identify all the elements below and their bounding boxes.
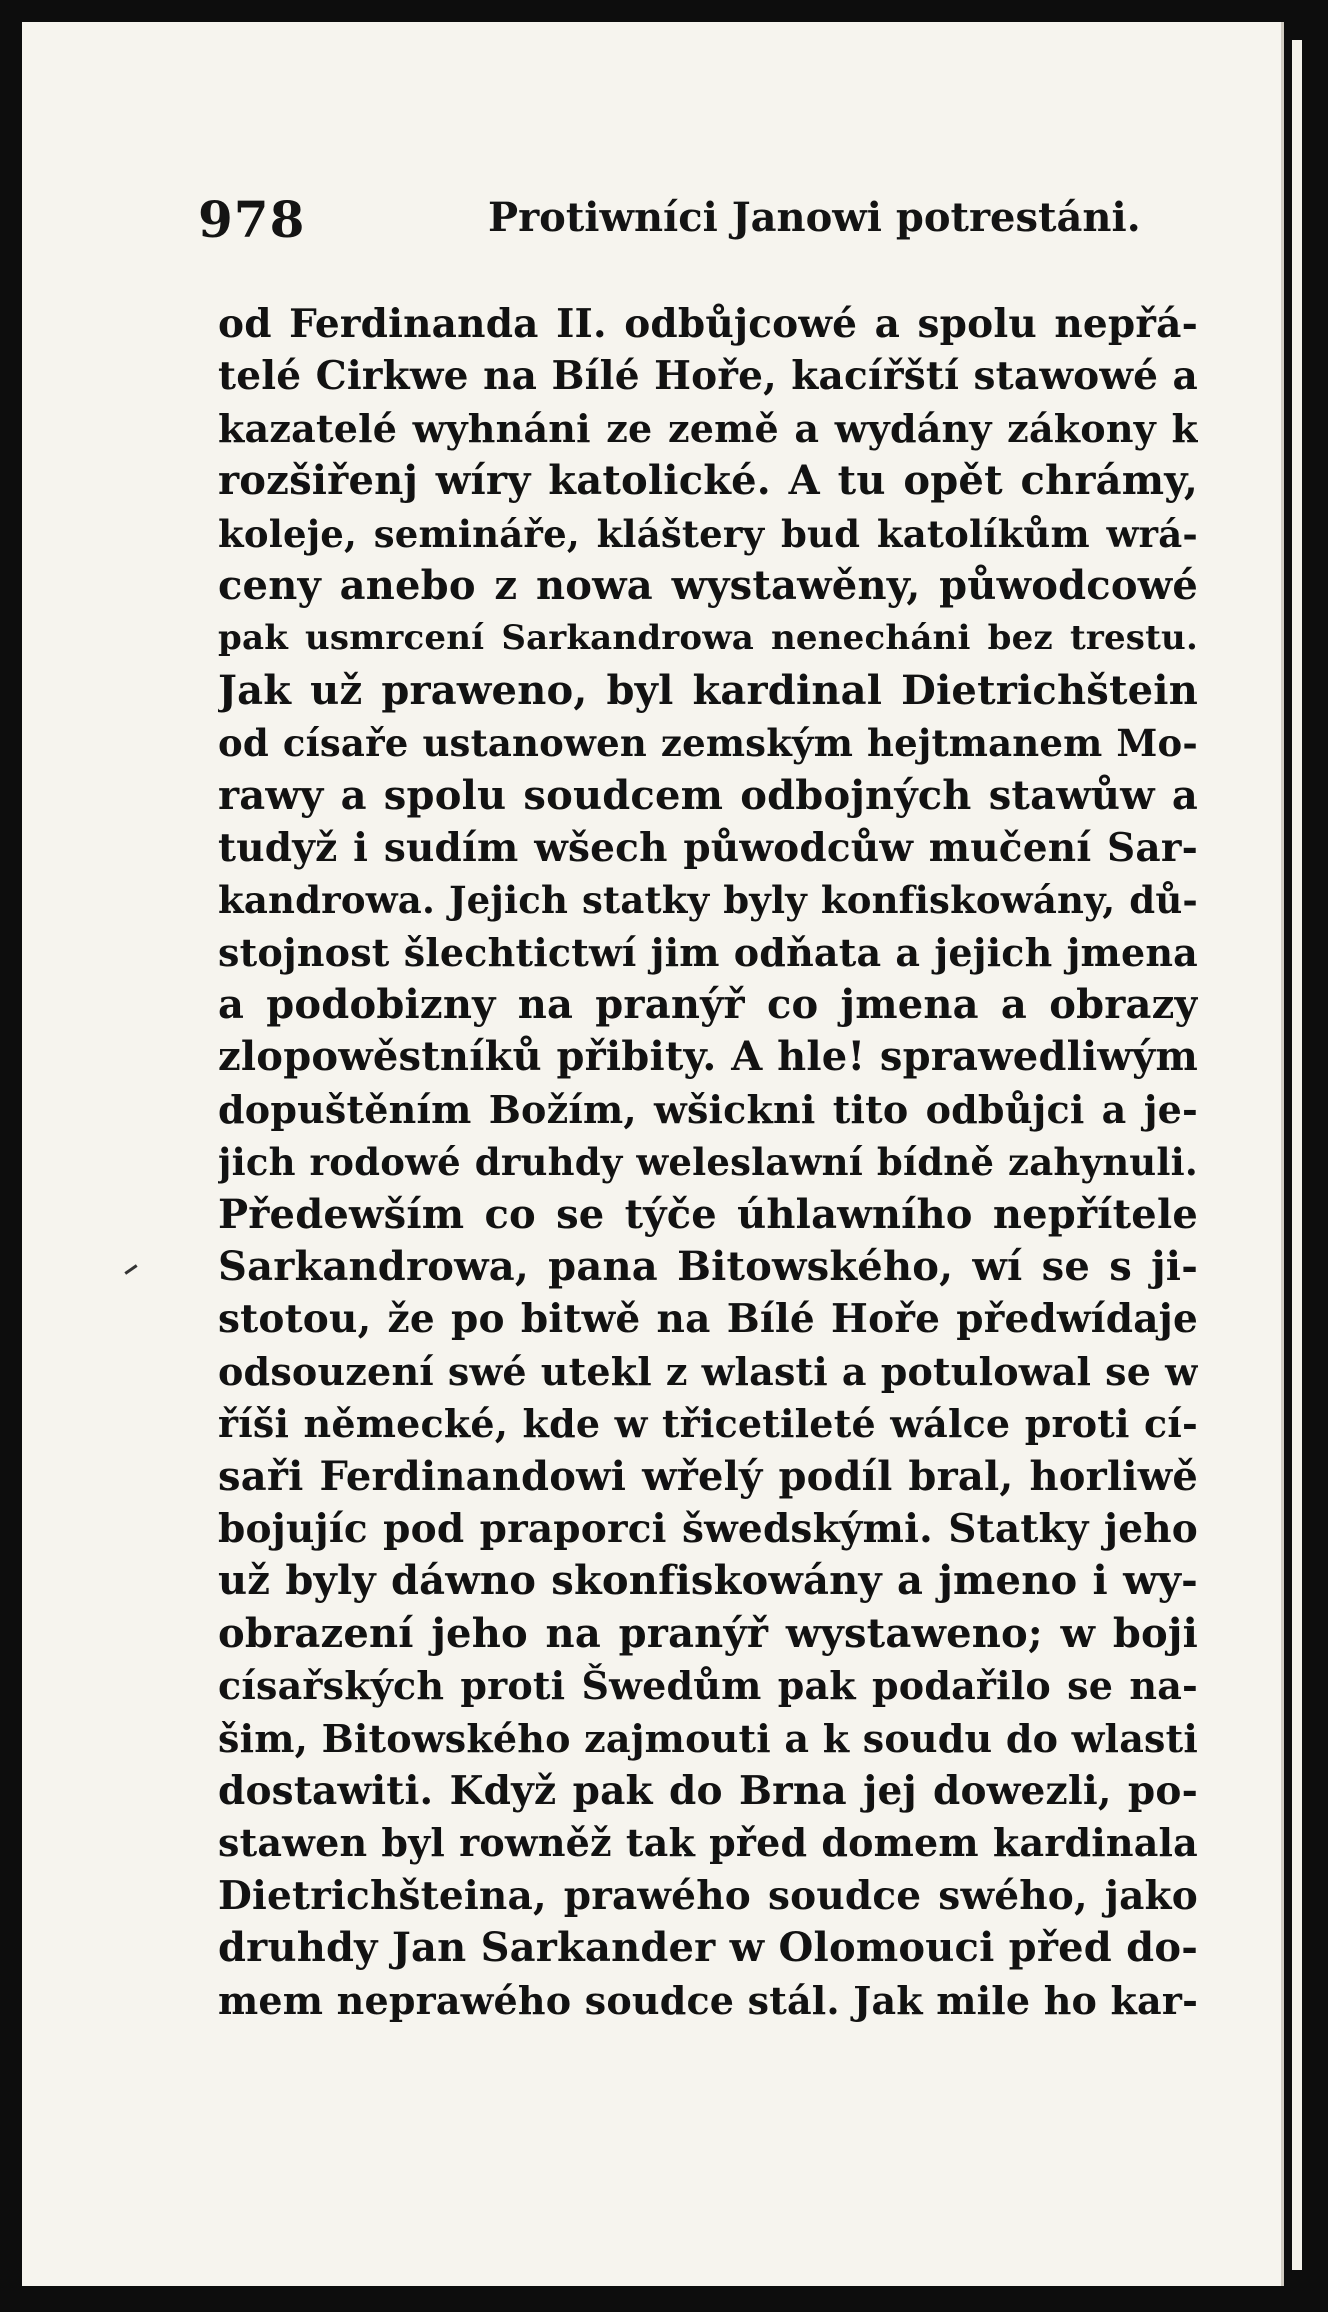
text-line: a podobizny na pranýř co jmena a obrazy: [218, 981, 1198, 1029]
text-line: Sarkandrowa, pana Bitowského, wí se s ji-: [218, 1243, 1198, 1291]
text-line: zlopowěstníků přibity. A hle! sprawedliwým: [218, 1033, 1198, 1081]
text-line: druhdy Jan Sarkander w Olomouci před do-: [218, 1924, 1198, 1972]
body-text: [218, 298, 1198, 2027]
page-number: 978: [198, 190, 306, 249]
text-line: od císaře ustanowen zemským hejtmanem Mo-: [218, 721, 1198, 766]
text-line: říši německé, kde w třicetileté wálce proti cí-: [218, 1401, 1198, 1447]
text-line: bojujíc pod praporci šwedskými. Statky jeho: [218, 1505, 1198, 1552]
text-line: kazatelé wyhnáni ze země a wydány zákony k: [218, 405, 1198, 451]
text-line: císařských proti Šwedům pak podařilo se na-: [218, 1663, 1198, 1709]
running-title: Protiwníci Janowi potrestáni.: [488, 194, 1141, 241]
text-line: už byly dáwno skonfiskowány a jmeno i wy-: [218, 1557, 1198, 1605]
text-line: stawen byl rowněž tak před domem kardinala: [218, 1820, 1198, 1866]
text-line: ceny anebo z nowa wystawěny, půwodcowé: [218, 561, 1198, 609]
text-line: stotou, že po bitwě na Bílé Hoře předwídaje: [218, 1296, 1198, 1343]
text-line: telé Cirkwe na Bílé Hoře, kacířští stawowé a: [218, 353, 1198, 400]
text-line: dopuštěním Božím, wšickni tito odbůjci a je-: [218, 1086, 1198, 1132]
text-line: pak usmrcení Sarkandrowa nenecháni bez trestu.: [218, 618, 1198, 659]
text-line: stojnost šlechtictwí jim odňata a jejich jmena: [218, 929, 1198, 975]
text-line: Jak už prawenо, byl kardinal Dietrichštein: [218, 666, 1198, 714]
text-line: mem neprawého soudce stál. Jak mile ho kar-: [218, 1977, 1198, 2023]
text-line: rozšiřenj wíry katolické. A tu opět chrámy,: [218, 457, 1198, 505]
text-line: od Ferdinanda II. odbůjcowé a spolu nepřá-: [218, 301, 1198, 347]
text-line: dostawiti. Když pak do Brna jej dowezli, po-: [218, 1767, 1198, 1814]
text-line: kandrowa. Jejich statky byly konfiskowány, dů-: [218, 878, 1198, 923]
text-line: saři Ferdinandowi wřelý podíl bral, horliwě: [218, 1452, 1198, 1500]
text-line: rawy a spolu soudcem odbojných stawůw a: [218, 771, 1198, 819]
text-line: šim, Bitowského zajmouti a k soudu do wlasti: [218, 1715, 1198, 1761]
page-header: [198, 190, 1198, 250]
text-line: jich rodowé druhdy weleslawní bídně zahynuli.: [218, 1140, 1198, 1185]
text-line: tudyž i sudím wšech půwodcůw mučení Sar-: [218, 824, 1198, 871]
text-line: Dietrichšteina, prawého soudce swého, jako: [218, 1872, 1198, 1919]
text-line: koleje, semináře, kláštery bud katolíkům wrá-: [218, 511, 1198, 556]
text-line: Předewším co se týče úhlawního nepřítele: [218, 1190, 1198, 1238]
text-line: odsouzení swé utekl z wlasti a potulowal se w: [218, 1348, 1198, 1394]
text-line: obrazení jeho na pranýř wystaweno; w boji: [218, 1609, 1198, 1657]
facing-page-edge: [1292, 40, 1302, 2270]
